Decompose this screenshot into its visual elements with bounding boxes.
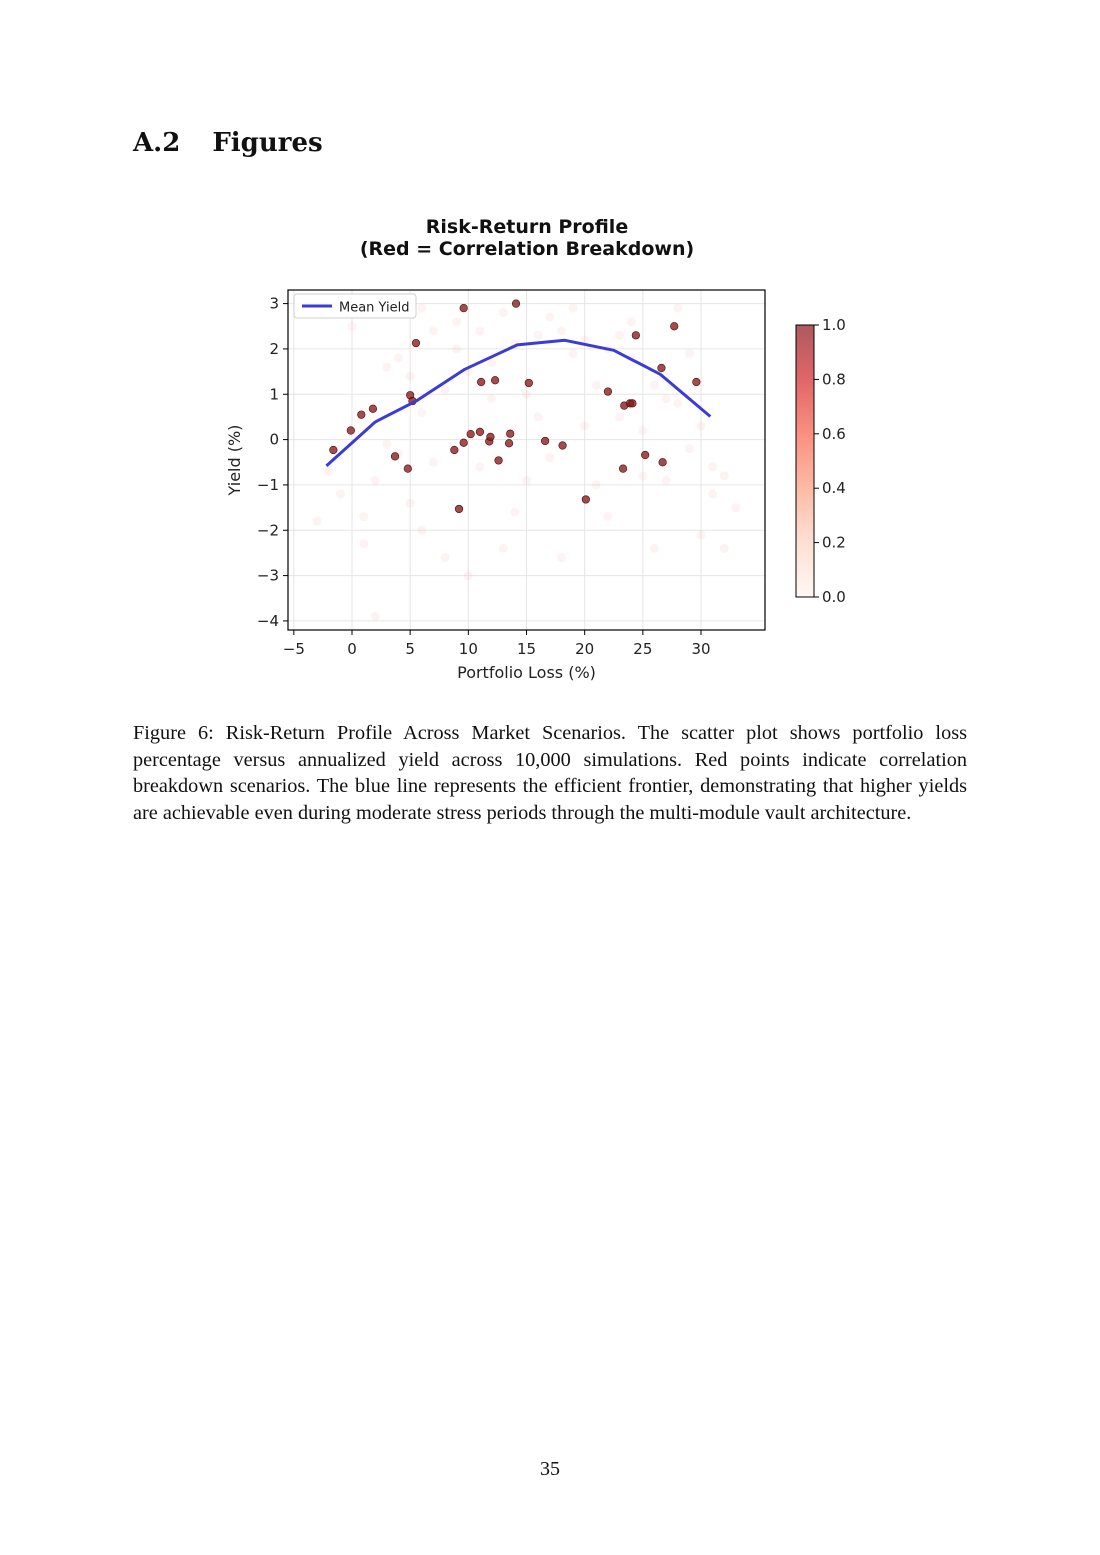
- faint-point: [545, 453, 554, 462]
- chart-title-line-1: Risk-Return Profile: [425, 216, 629, 238]
- x-tick-label: 30: [691, 640, 711, 658]
- faint-point: [313, 517, 322, 526]
- faint-point: [662, 394, 671, 403]
- colorbar-tick-label: 0.0: [822, 588, 846, 606]
- x-tick-label: 20: [575, 640, 595, 658]
- x-axis-label: Portfolio Loss (%): [457, 663, 596, 682]
- faint-point: [720, 471, 729, 480]
- grid: [288, 290, 765, 630]
- faint-point: [569, 304, 578, 313]
- breakdown-point: [582, 496, 590, 504]
- y-tick-label: 1: [269, 385, 279, 404]
- faint-point: [522, 476, 531, 485]
- figure-caption: [133, 720, 967, 826]
- faint-point: [603, 512, 612, 521]
- faint-point: [673, 304, 682, 313]
- faint-point: [441, 553, 450, 562]
- faint-point: [499, 544, 508, 553]
- faint-point: [731, 503, 740, 512]
- breakdown-point: [541, 437, 549, 445]
- faint-point: [557, 553, 566, 562]
- breakdown-point: [491, 376, 499, 384]
- breakdown-point: [693, 378, 701, 386]
- breakdown-points: [330, 300, 701, 513]
- chart-title: [360, 216, 694, 260]
- faint-point: [510, 508, 519, 517]
- page-number: 35: [540, 1458, 560, 1480]
- figure-risk-return: [215, 210, 875, 690]
- faint-point: [638, 471, 647, 480]
- faint-point: [720, 544, 729, 553]
- breakdown-point: [347, 427, 355, 435]
- faint-point: [708, 462, 717, 471]
- colorbar-tick-label: 0.8: [822, 370, 846, 389]
- colorbar-ticks: [814, 316, 846, 606]
- faint-point: [336, 490, 345, 499]
- breakdown-point: [476, 428, 484, 436]
- faint-point: [417, 526, 426, 535]
- breakdown-point: [369, 405, 377, 413]
- breakdown-point: [330, 446, 338, 454]
- faint-point: [673, 399, 682, 408]
- faint-point: [359, 512, 368, 521]
- colorbar-tick-label: 0.4: [822, 479, 846, 498]
- colorbar-tick-label: 1.0: [822, 316, 846, 334]
- faint-point: [441, 385, 450, 394]
- risk-return-chart: [215, 210, 875, 690]
- faint-point: [557, 326, 566, 335]
- faint-point: [417, 304, 426, 313]
- faint-point: [406, 372, 415, 381]
- faint-point: [452, 344, 461, 353]
- x-tick-label: 15: [516, 640, 537, 658]
- breakdown-point: [477, 378, 485, 386]
- faint-point: [650, 381, 659, 390]
- faint-point: [638, 426, 647, 435]
- faint-point: [371, 476, 380, 485]
- faint-point: [475, 326, 484, 335]
- breakdown-point: [525, 379, 533, 387]
- faint-point: [382, 363, 391, 372]
- faint-point: [359, 539, 368, 548]
- faint-point: [592, 480, 601, 489]
- faint-point: [452, 317, 461, 326]
- faint-point: [499, 308, 508, 317]
- breakdown-point: [506, 430, 514, 438]
- x-tick-label: 0: [347, 640, 357, 658]
- faint-point: [662, 476, 671, 485]
- y-tick-label: −2: [256, 521, 279, 540]
- breakdown-point: [487, 433, 495, 441]
- colorbar-tick-label: 0.6: [822, 424, 846, 443]
- chart-title-line-2: (Red = Correlation Breakdown): [359, 238, 695, 260]
- x-tick-label: 10: [458, 640, 478, 658]
- breakdown-point: [670, 322, 678, 330]
- breakdown-point: [659, 458, 667, 466]
- section-title: Figures: [212, 128, 323, 158]
- breakdown-point: [391, 453, 399, 461]
- y-tick-label: 0: [269, 430, 279, 449]
- breakdown-point: [467, 430, 475, 438]
- faint-point: [475, 462, 484, 471]
- y-tick-label: 2: [269, 339, 279, 358]
- breakdown-point: [658, 364, 666, 372]
- faint-point: [417, 408, 426, 417]
- faint-point: [382, 440, 391, 449]
- faint-point: [324, 467, 333, 476]
- legend: [294, 294, 416, 318]
- y-axis-label: Yield (%): [225, 424, 244, 496]
- faint-point: [347, 322, 356, 331]
- breakdown-point: [412, 339, 420, 347]
- section-heading: [133, 128, 323, 158]
- faint-point: [592, 381, 601, 390]
- faint-point: [534, 331, 543, 340]
- faint-point: [394, 354, 403, 363]
- faint-point: [580, 422, 589, 431]
- faint-point: [708, 490, 717, 499]
- colorbar-tick-label: 0.2: [822, 533, 846, 552]
- breakdown-point: [505, 439, 513, 447]
- faint-point: [615, 331, 624, 340]
- caption-text: Risk-Return Profile Across Market Scenarios. The scatter plot shows portfolio loss percentage versus annualized yield across 10,000 simulations. Red points indicate correlation breakdown scenarios. The blue line represents the efficient frontier, demonstrating that higher yields are achievable even during moderate stress periods through the multi-module vault architecture.: [133, 722, 967, 824]
- breakdown-point: [512, 300, 520, 308]
- faint-point: [464, 571, 473, 580]
- breakdown-point: [495, 457, 503, 465]
- faint-point: [429, 326, 438, 335]
- breakdown-point: [357, 411, 365, 419]
- faint-point: [697, 422, 706, 431]
- section-number: A.2: [133, 128, 181, 158]
- y-tick-label: −4: [256, 611, 279, 630]
- breakdown-point: [629, 400, 637, 408]
- colorbar: [796, 316, 846, 606]
- breakdown-point: [455, 505, 463, 513]
- faint-point: [615, 412, 624, 421]
- x-tick-label: −5: [282, 640, 305, 658]
- faint-point: [406, 499, 415, 508]
- faint-point: [685, 444, 694, 453]
- breakdown-point: [641, 451, 649, 459]
- legend-label-mean-yield: Mean Yield: [339, 300, 410, 316]
- breakdown-point: [404, 465, 412, 473]
- breakdown-point: [619, 465, 627, 473]
- breakdown-point: [460, 439, 468, 447]
- x-tick-label: 5: [405, 640, 415, 658]
- y-tick-label: −1: [256, 475, 279, 494]
- faint-point: [429, 458, 438, 467]
- faint-point: [627, 317, 636, 326]
- faint-point: [522, 390, 531, 399]
- faint-point: [534, 412, 543, 421]
- faint-point: [569, 349, 578, 358]
- y-tick-label: −3: [256, 566, 279, 585]
- faint-point: [545, 313, 554, 322]
- faint-point: [685, 349, 694, 358]
- breakdown-point: [451, 446, 459, 454]
- caption-label: Figure 6:: [133, 722, 214, 744]
- breakdown-point: [559, 442, 567, 450]
- faint-point: [650, 544, 659, 553]
- faint-point: [371, 612, 380, 621]
- faint-point: [487, 394, 496, 403]
- y-tick-label: 3: [269, 294, 279, 313]
- faint-point: [697, 530, 706, 539]
- x-tick-label: 25: [633, 640, 653, 658]
- breakdown-point: [632, 332, 640, 340]
- colorbar-gradient: [796, 325, 814, 597]
- breakdown-point: [604, 388, 612, 396]
- breakdown-point: [460, 304, 468, 312]
